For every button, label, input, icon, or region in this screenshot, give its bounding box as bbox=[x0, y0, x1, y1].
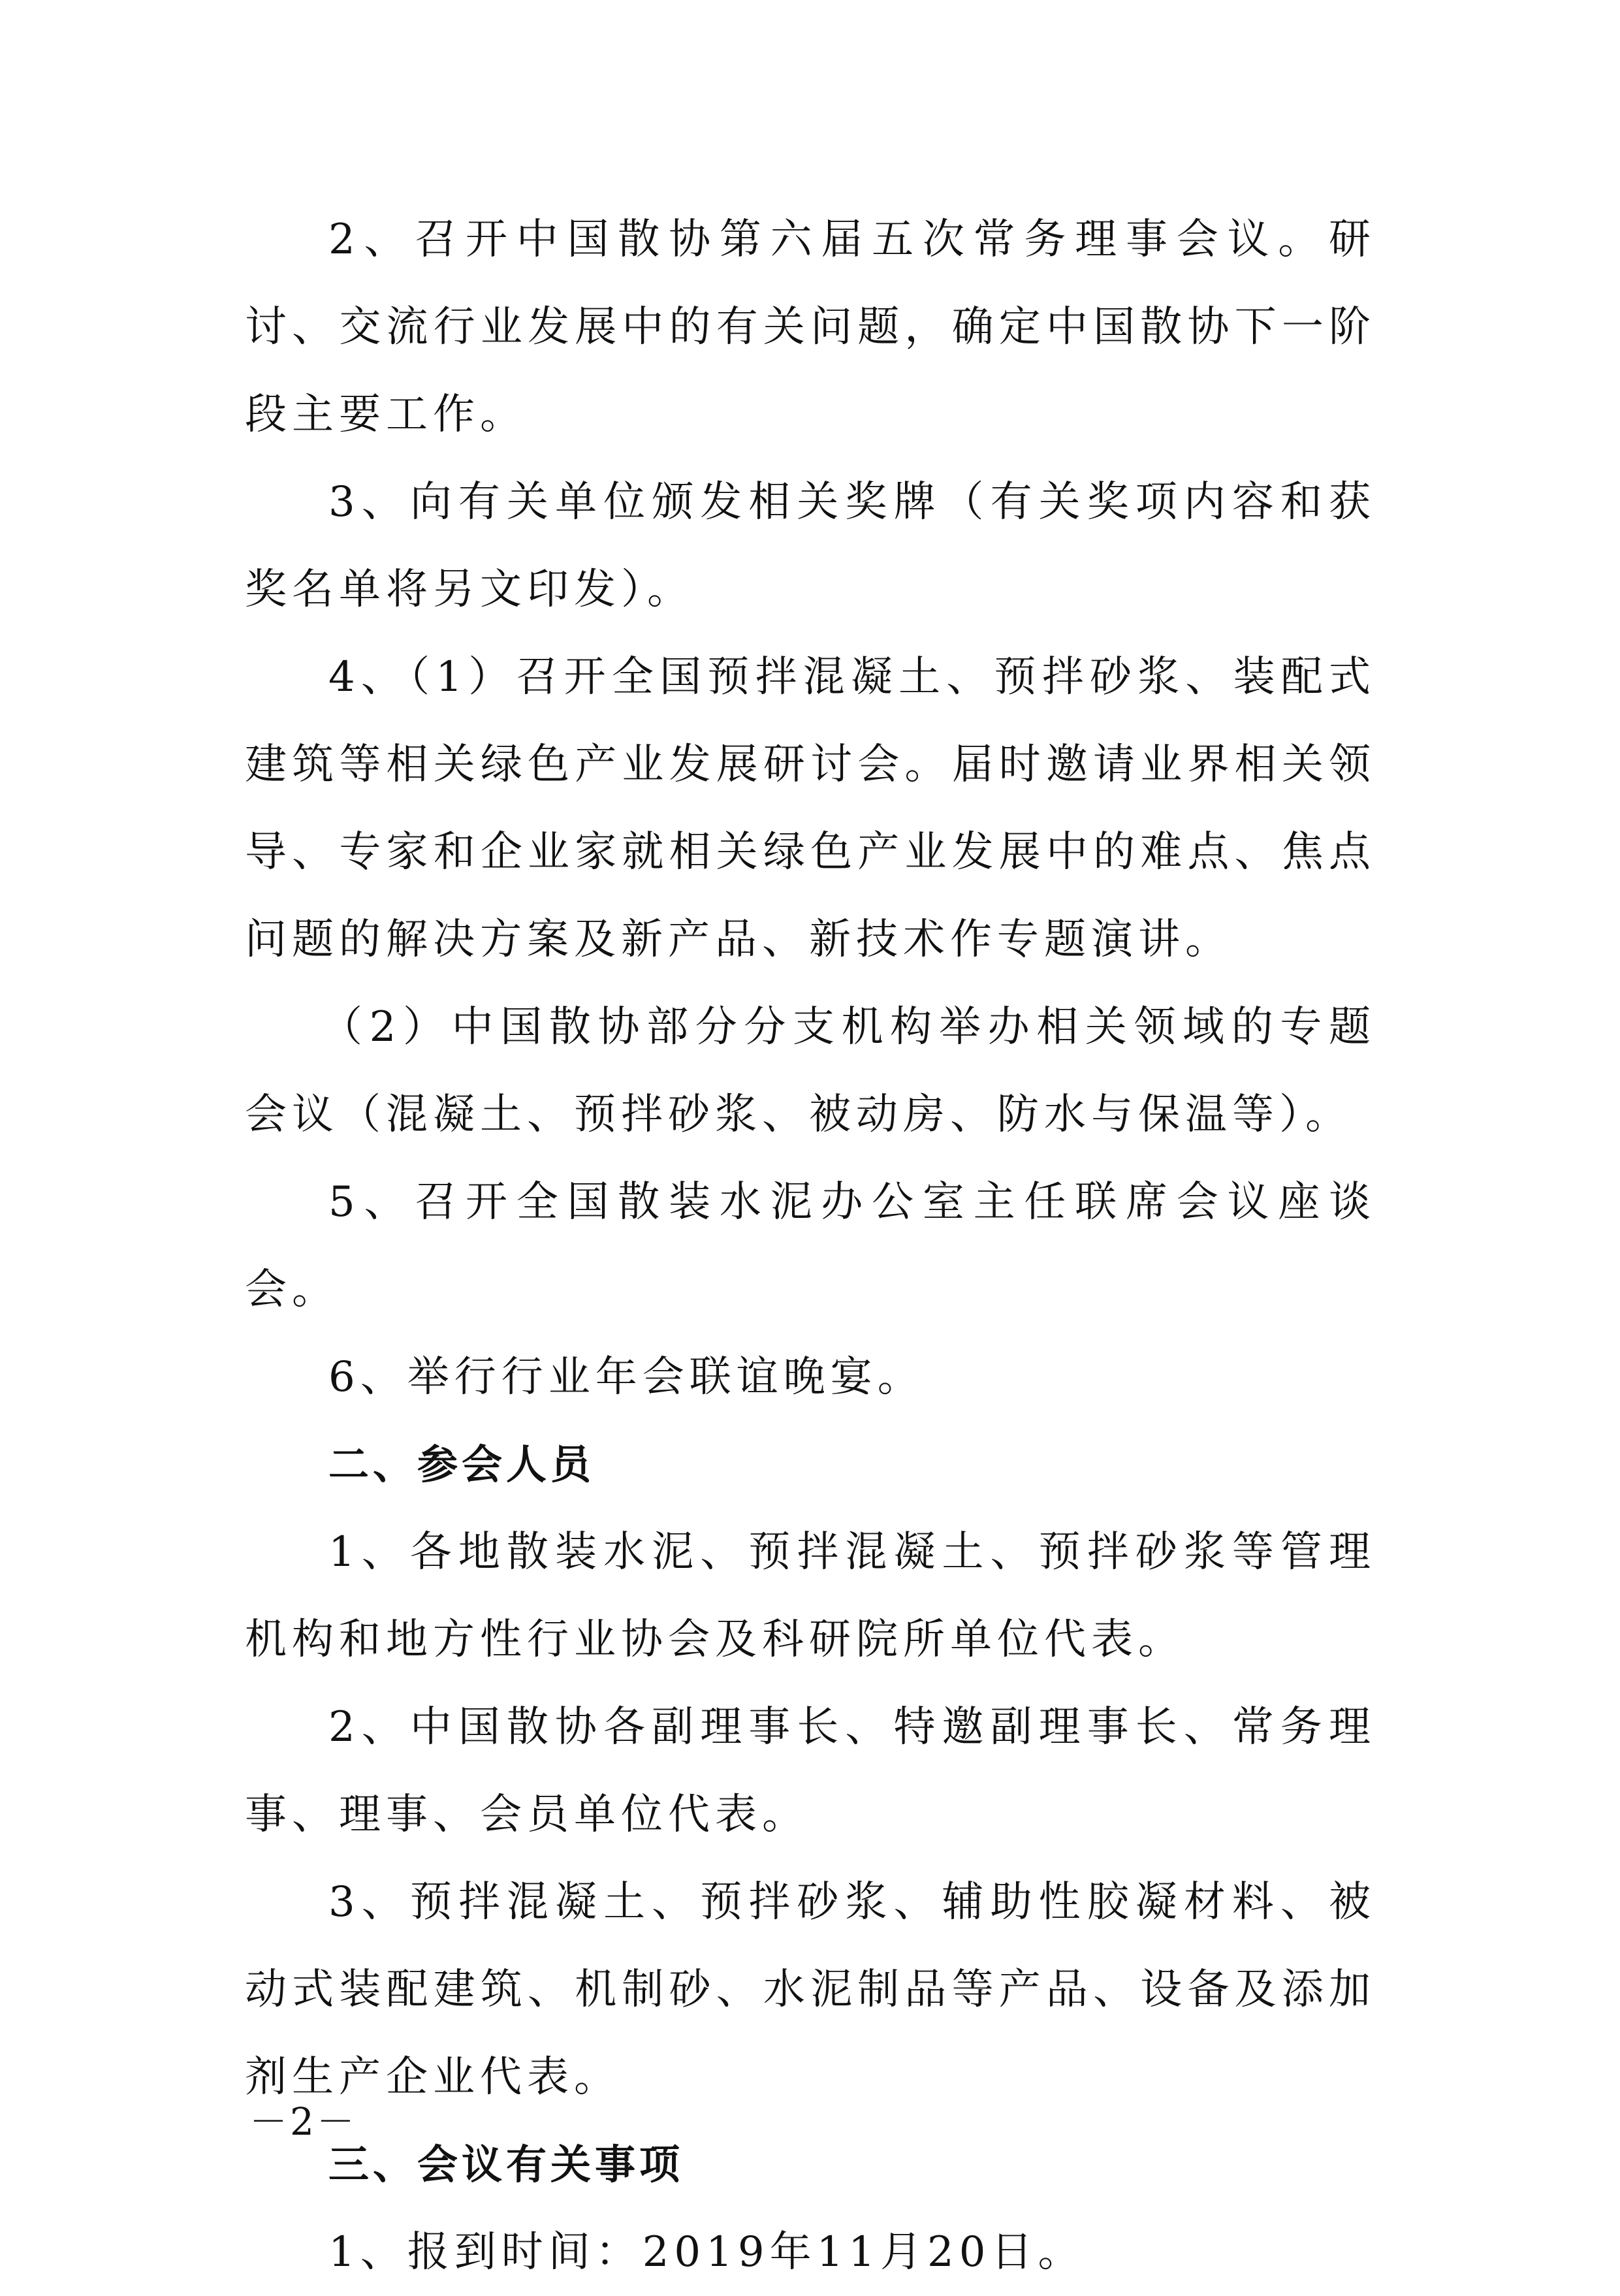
paragraph-attendees-3: 3、预拌混凝土、预拌砂浆、辅助性胶凝材料、被动式装配建筑、机制砂、水泥制品等产品、设备及添加剂生产企业代表。 bbox=[245, 1878, 1376, 2101]
paragraph-registration-time: 1、报到时间：2019年11月20日。 bbox=[328, 2228, 1085, 2276]
paragraph-item-3-awards: 3、向有关单位颁发相关奖牌（有关奖项内容和获奖名单将另文印发）。 bbox=[245, 478, 1376, 614]
page-number: －2－ bbox=[249, 2099, 357, 2144]
paragraph-item-6-annual-banquet: 6、举行行业年会联谊晚宴。 bbox=[328, 1353, 925, 1401]
document-body bbox=[245, 196, 1376, 2296]
paragraph-item-5-directors-meeting: 5、召开全国散装水泥办公室主任联席会议座谈会。 bbox=[245, 1178, 1376, 1314]
paragraph-item-2-standing-council-meeting: 2、召开中国散协第六届五次常务理事会议。研讨、交流行业发展中的有关问题，确定中国散协下一阶段主要工作。 bbox=[245, 215, 1376, 439]
section-heading-meeting-matters: 三、会议有关事项 bbox=[328, 2141, 684, 2188]
paragraph-attendees-2: 2、中国散协各副理事长、特邀副理事长、常务理事、理事、会员单位代表。 bbox=[245, 1703, 1376, 1839]
paragraph-item-4-2-branch-meetings: （2）中国散协部分分支机构举办相关领域的专题会议（混凝土、预拌砂浆、被动房、防水与保温等）。 bbox=[245, 1003, 1376, 1139]
paragraph-item-4-green-industry-seminar: 4、（1）召开全国预拌混凝土、预拌砂浆、装配式建筑等相关绿色产业发展研讨会。届时邀请业界相关领导、专家和企业家就相关绿色产业发展中的难点、焦点问题的解决方案及新产品、新技术作专题演讲。 bbox=[245, 653, 1376, 964]
section-heading-attendees: 二、参会人员 bbox=[328, 1441, 596, 1488]
paragraph-attendees-1: 1、各地散装水泥、预拌混凝土、预拌砂浆等管理机构和地方性行业协会及科研院所单位代表。 bbox=[245, 1528, 1376, 1664]
